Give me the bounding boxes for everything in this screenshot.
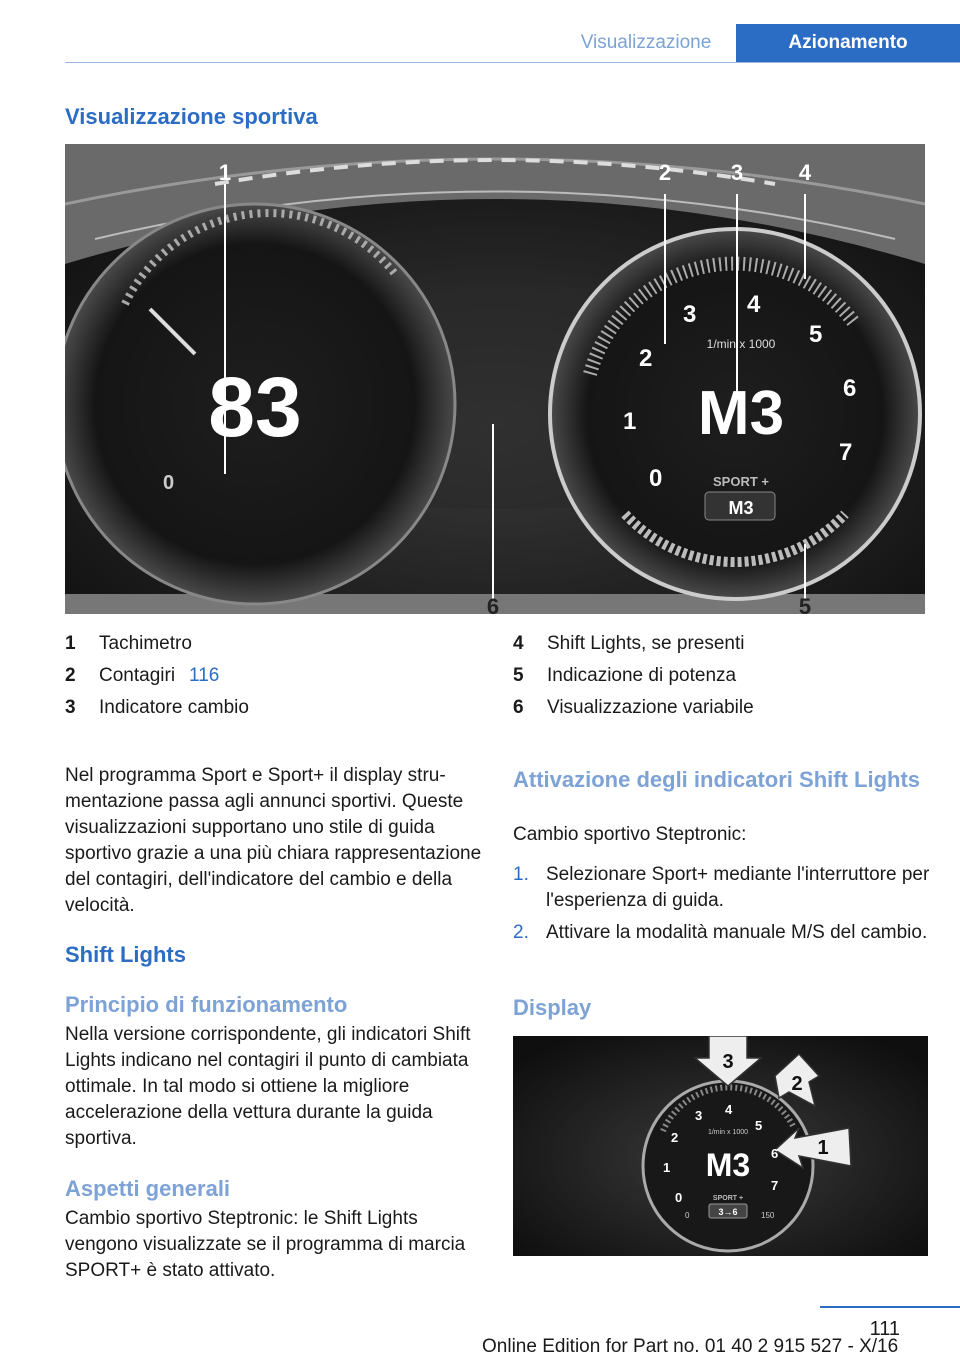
display-rev-unit: 1/min x 1000 (707, 1129, 749, 1136)
callout-3: 3 (730, 160, 744, 185)
display-rev-tick-1: 1 (663, 1160, 671, 1175)
footer-rule (820, 1306, 960, 1308)
page-title: Visualizzazione sportiva (65, 104, 318, 129)
principle-paragraph: Nella versione corrispondente, gli indicatori Shift Lights indicano nel contagiri il punto di cambiata ottimale. In tal modo si ottiene la migliore accelerazione della vettura durante la guida sportiva. (65, 1024, 471, 1149)
legend-item: 3 Indicatore cambio (65, 697, 249, 718)
mode-gear-label: M3 (728, 498, 754, 518)
callout-6: 6 (486, 594, 500, 614)
list-item: 1. Selezionare Sport+ mediante l'interruttore per l'esperienza di guida. (513, 864, 930, 911)
callout-2: 2 (658, 160, 672, 185)
legend-item: 6 Visualizzazione variabile (513, 697, 754, 718)
display-shift-hint: 3→6 (718, 1207, 738, 1217)
mode-label: SPORT + (713, 474, 769, 489)
general-heading: Aspetti generali (65, 1176, 231, 1201)
rev-tick-0: 0 (649, 465, 663, 492)
legend-item: 4 Shift Lights, se presenti (513, 633, 745, 654)
speed-value: 83 (208, 360, 302, 454)
legend-left (65, 628, 485, 724)
display-rev-tick-6: 6 (771, 1146, 779, 1161)
activation-steps (513, 862, 933, 952)
rev-tick-3: 3 (683, 301, 697, 328)
display-rev-tick-0: 0 (675, 1190, 683, 1205)
instrument-cluster-figure (65, 144, 925, 614)
display-rev-tick-7: 7 (771, 1178, 779, 1193)
rev-tick-5: 5 (809, 321, 823, 348)
activation-heading: Attivazione degli indicatori Shift Lights (513, 767, 921, 792)
display-callout-3: 3 (722, 1051, 734, 1073)
rev-tick-6: 6 (843, 375, 857, 402)
shift-lights-illustration (513, 1036, 928, 1256)
display-scale-min: 0 (685, 1211, 690, 1220)
display-heading: Display (513, 995, 592, 1020)
rev-tick-4: 4 (747, 291, 761, 318)
header-rule (65, 62, 960, 63)
display-callout-2: 2 (791, 1073, 803, 1095)
page-number: 111 (869, 1318, 900, 1340)
display-callout-1: 1 (817, 1137, 829, 1159)
shift-lights-heading: Shift Lights (65, 942, 186, 967)
general-paragraph: Cambio sportivo Steptronic: le Shift Lights vengono visualizzate se il programma di marcia SPORT+ è stato attivato. (65, 1208, 466, 1281)
callout-4: 4 (798, 160, 812, 185)
speed-zero-label: 0 (163, 472, 175, 494)
online-edition-note: Online Edition for Part no. 01 40 2 915 527 - X/16 (482, 1336, 899, 1357)
display-mode-label: SPORT + (712, 1195, 744, 1202)
shift-lights-figure (513, 1036, 928, 1256)
rev-tick-7: 7 (839, 439, 853, 466)
header-section: Visualizzazione (580, 32, 712, 53)
instrument-cluster-illustration (65, 144, 925, 614)
display-rev-tick-5: 5 (755, 1118, 763, 1133)
callout-5: 5 (798, 594, 812, 614)
list-item: 2. Attivare la modalità manuale M/S del cambio. (513, 922, 928, 943)
display-rev-tick-2: 2 (671, 1130, 679, 1145)
rev-tick-1: 1 (623, 408, 637, 435)
display-rev-tick-4: 4 (725, 1102, 733, 1117)
principle-heading: Principio di funzionamento (65, 992, 348, 1017)
callout-1: 1 (218, 160, 232, 185)
display-scale-max: 150 (761, 1211, 775, 1220)
legend-item: 5 Indicazione di potenza (513, 665, 737, 686)
legend-item: 2 Contagiri 116 (65, 665, 220, 686)
activation-subtitle: Cambio sportivo Steptronic: (513, 824, 747, 845)
display-gear-indicator: M3 (705, 1147, 751, 1183)
rev-unit-label: 1/min x 1000 (706, 337, 776, 351)
rev-tick-2: 2 (639, 345, 653, 372)
legend-right (513, 628, 933, 724)
header-chapter-tab: Azionamento (736, 24, 960, 62)
intro-paragraph: Nel programma Sport e Sport+ il display strumentazione passa agli annunci sportivi. Queste visualizzazioni supportano uno stile di guida sportivo grazie a una più chiara rappresentazione del contagiri, dell'indicatore del cambio e della velocità. (65, 765, 482, 916)
gear-indicator: M3 (697, 379, 785, 448)
display-rev-tick-3: 3 (695, 1108, 703, 1123)
legend-item: 1 Tachimetro (65, 633, 192, 654)
page-reference-link[interactable]: 116 (189, 665, 220, 686)
